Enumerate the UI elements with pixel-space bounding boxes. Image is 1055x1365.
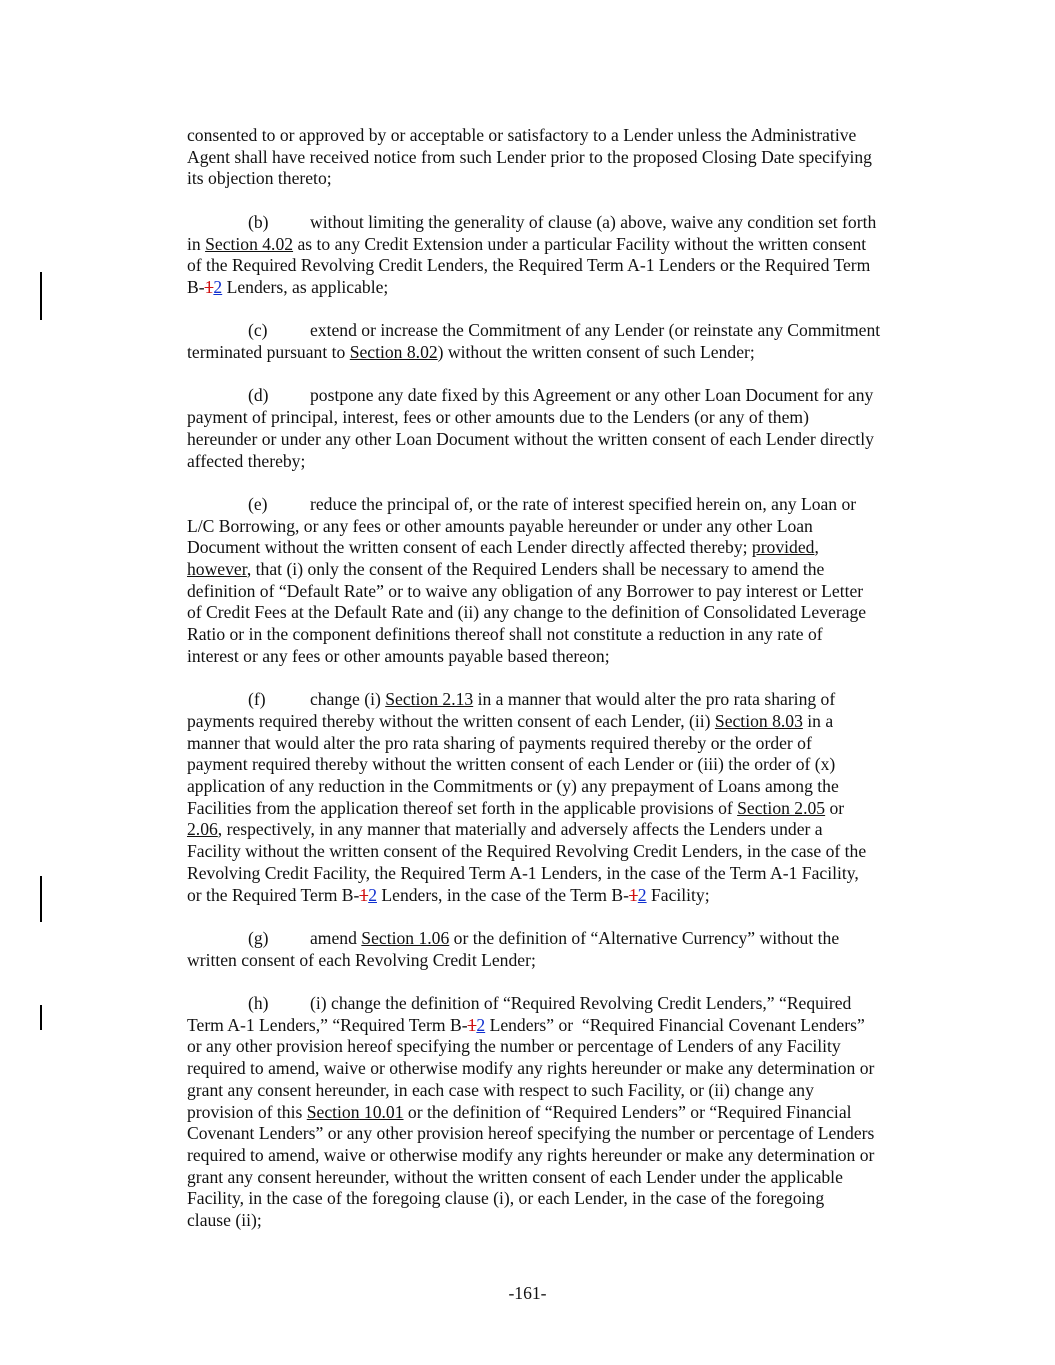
text-run: Lenders, in the case of the Term B- xyxy=(376,884,629,905)
text-line: grant any consent hereunder, without the written consent of each Lender under the applicable xyxy=(187,1166,843,1187)
text-line xyxy=(187,689,935,711)
defined-term: however xyxy=(187,559,247,579)
section-reference: 2.06 xyxy=(187,819,218,840)
text-line: of Credit Fees at the Default Rate and (ii) any change to the definition of Consolidated Leverage xyxy=(187,602,867,623)
clause-e xyxy=(187,494,935,668)
intro-paragraph xyxy=(187,125,935,190)
inserted-text: 2 xyxy=(213,276,223,297)
text-line xyxy=(187,993,935,1015)
text-line xyxy=(187,819,935,841)
section-reference: Section 8.02 xyxy=(349,342,438,362)
section-reference: Section 10.01 xyxy=(306,1101,404,1122)
text-line xyxy=(187,342,935,364)
page-number: -161- xyxy=(508,1283,547,1303)
text-run: reduce the principal of, or the rate of interest specified herein on, any Loan or xyxy=(310,493,857,514)
text-line: interest or any fees or other amounts payable based thereon; xyxy=(187,645,610,666)
text-run: B- xyxy=(187,276,205,297)
text-run: or the definition of “Required Lenders” or “Required Financial xyxy=(403,1101,852,1122)
text-line: payment required thereby without the written consent of each Lender or (iii) the order of (x) xyxy=(187,754,836,775)
text-run: provision of this xyxy=(187,1101,307,1122)
text-run: amend xyxy=(310,927,362,948)
clause-d xyxy=(187,385,935,472)
clause-label: (b) xyxy=(248,211,269,232)
text-line: L/C Borrowing, or any fees or other amounts payable hereunder or under any other Loan xyxy=(187,515,813,536)
document-body xyxy=(187,125,935,1253)
text-line: or any other provision hereof specifying the number or percentage of Lenders of any Facility xyxy=(187,1036,841,1057)
text-line: its objection thereto; xyxy=(187,168,332,189)
text-run: in a xyxy=(802,710,834,731)
clause-g xyxy=(187,928,935,971)
text-run: Lenders, as applicable; xyxy=(222,276,389,297)
text-line xyxy=(187,212,935,234)
text-run: Facility; xyxy=(646,884,710,905)
text-line xyxy=(187,711,935,733)
clause-c xyxy=(187,320,935,363)
text-line xyxy=(187,928,935,950)
text-line xyxy=(187,385,935,407)
text-line: Covenant Lenders” or any other provision hereof specifying the number or percentage of Lenders xyxy=(187,1123,875,1144)
deleted-text: 1 xyxy=(359,884,369,905)
text-line: Ratio or in the component definitions thereof shall not constitute a reduction in any rate of xyxy=(187,624,823,645)
text-line xyxy=(187,1102,935,1124)
text-line: written consent of each Revolving Credit Lender; xyxy=(187,949,536,970)
text-line xyxy=(187,1015,935,1037)
text-line xyxy=(187,537,935,559)
section-reference: Section 1.06 xyxy=(361,927,450,948)
clause-label: (g) xyxy=(248,927,269,948)
text-line: affected thereby; xyxy=(187,450,306,471)
text-run: terminated pursuant to xyxy=(187,342,350,362)
text-run: Document without the written consent of each Lender directly affected thereby; xyxy=(187,537,752,558)
text-line: Facility, in the case of the foregoing clause (i), or each Lender, in the case of the foregoing xyxy=(187,1188,825,1209)
text-line: Revolving Credit Facility, the Required Term A-1 Lenders, in the case of the Term A-1 Facility, xyxy=(187,862,859,883)
text-line xyxy=(187,494,935,516)
text-line: required to amend, waive or otherwise modify any rights hereunder or make any determination or xyxy=(187,1144,875,1165)
text-line xyxy=(187,798,935,820)
text-run: in xyxy=(187,233,206,254)
text-line: application of any reduction in the Commitments or (y) any prepayment of Loans among the xyxy=(187,776,839,797)
change-bar xyxy=(40,1005,42,1030)
text-line: grant any consent hereunder, in each case with respect to such Facility, or (ii) change any xyxy=(187,1079,814,1100)
text-run: , xyxy=(814,537,819,558)
text-run: extend or increase the Commitment of any Lender (or reinstate any Commitment xyxy=(310,320,881,341)
clause-h xyxy=(187,993,935,1232)
text-line: of the Required Revolving Credit Lenders, the Required Term A-1 Lenders or the Required Term xyxy=(187,255,871,276)
text-line: definition of “Default Rate” or to waive any obligation of any Borrower to pay interest or Letter xyxy=(187,580,864,601)
text-line: required to amend, waive or otherwise modify any rights hereunder or make any determination or xyxy=(187,1058,875,1079)
change-bar xyxy=(40,876,42,922)
inserted-text: 2 xyxy=(368,884,377,905)
text-run: or xyxy=(825,797,845,818)
text-line xyxy=(187,885,935,907)
text-line: Agent shall have received notice from such Lender prior to the proposed Closing Date specifying xyxy=(187,146,872,167)
clause-f xyxy=(187,689,935,906)
inserted-text: 2 xyxy=(637,884,647,905)
text-line xyxy=(187,277,935,299)
text-run: , respectively, in any manner that materially and adversely affects the Lenders under a xyxy=(217,819,823,840)
text-run: Term A-1 Lenders,” “Required Term B- xyxy=(187,1014,468,1035)
text-line: clause (ii); xyxy=(187,1210,262,1231)
text-line xyxy=(187,559,935,581)
section-reference: Section 2.05 xyxy=(737,797,826,818)
section-reference: Section 8.03 xyxy=(714,710,803,731)
text-run: as to any Credit Extension under a particular Facility without the written consent xyxy=(293,233,867,254)
clause-label: (e) xyxy=(248,493,268,514)
text-line xyxy=(187,234,935,256)
clause-b xyxy=(187,212,935,299)
text-run: or the Required Term B- xyxy=(187,884,360,905)
deleted-text: 1 xyxy=(204,276,214,297)
text-run: ) without the written consent of such Lender; xyxy=(437,342,755,362)
text-run: change (i) xyxy=(310,689,386,710)
text-line: hereunder or under any other Loan Document without the written consent of each Lender directly xyxy=(187,428,874,449)
text-line: manner that would alter the pro rata sharing of payments required thereby or the order of xyxy=(187,732,812,753)
text-run: payments required thereby without the written consent of each Lender, (ii) xyxy=(187,710,715,731)
text-run: in a manner that would alter the pro rata sharing of xyxy=(473,689,836,710)
clause-label: (d) xyxy=(248,385,269,406)
text-run: Lenders” or “Required Financial Covenant Lenders” xyxy=(485,1014,865,1035)
inserted-text: 2 xyxy=(476,1014,486,1035)
text-run: Facilities from the application thereof set forth in the applicable provisions of xyxy=(187,797,738,818)
change-bar xyxy=(40,272,42,320)
text-line: Facility without the written consent of the Required Revolving Credit Lenders, in the case of the xyxy=(187,841,867,862)
text-run: (i) change the definition of “Required Revolving Credit Lenders,” “Required xyxy=(310,993,852,1014)
section-reference: Section 2.13 xyxy=(385,689,474,710)
deleted-text: 1 xyxy=(467,1014,477,1035)
deleted-text: 1 xyxy=(628,884,638,905)
text-run: without limiting the generality of clause (a) above, waive any condition set forth xyxy=(310,211,877,232)
clause-label: (f) xyxy=(248,689,266,710)
text-run: , that (i) only the consent of the Required Lenders shall be necessary to amend the xyxy=(246,559,825,579)
section-reference: Section 4.02 xyxy=(205,233,294,254)
clause-label: (c) xyxy=(248,320,268,341)
text-line xyxy=(187,320,935,342)
text-line: payment of principal, interest, fees or other amounts due to the Lenders (or any of them) xyxy=(187,407,809,428)
defined-term: provided xyxy=(751,537,815,558)
text-line: consented to or approved by or acceptable or satisfactory to a Lender unless the Administrative xyxy=(187,125,857,145)
text-run: postpone any date fixed by this Agreement or any other Loan Document for any xyxy=(310,385,874,406)
clause-label: (h) xyxy=(248,993,269,1014)
text-run: or the definition of “Alternative Currency” without the xyxy=(449,927,840,948)
